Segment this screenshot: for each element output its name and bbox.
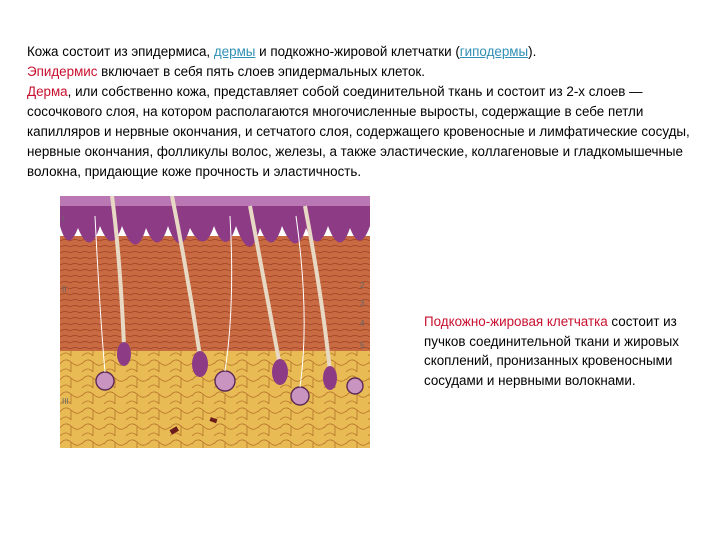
hypodermis-description [424, 312, 694, 390]
dermis-layer [60, 236, 370, 351]
text-p2: включает в себя пять слоев эпидермальных клеток. [97, 64, 426, 79]
text-p1-a: Кожа состоит из эпидермиса, [27, 44, 214, 59]
text-p1-c: ). [528, 44, 537, 59]
svg-text:4: 4 [360, 319, 365, 328]
text-p3: , или собственно кожа, представляет собой соединительной ткань и состоит из 2-х слоев — сосочкового слоя, на котором располагаются многочисленные выросты, содержащие в себе петли капилляров и нервные окончания, и сетчатого слоя, содержащего кровеносные и лимфатические сосуды, нервные окончания, фолликулы волос, железы, а также эластические, коллагеновые и гладкомышечные волокна, придающие коже прочность и эластичность. [27, 84, 690, 179]
skin-structure-illustration [60, 196, 370, 448]
svg-text:2: 2 [360, 281, 365, 290]
intro-paragraph [27, 42, 695, 182]
link-hypodermis[interactable]: гиподермы [459, 44, 529, 59]
term-epidermis: Эпидермис [27, 64, 98, 79]
link-dermis[interactable]: дермы [213, 44, 256, 59]
label-I: I [62, 215, 65, 224]
text-side: состоит из пучков соединительной ткани и жировых скоплений, пронизанных кровеносными сосудами и нервными волокнами. [424, 314, 679, 388]
text-p1-b: и подкожно-жировой клетчатки ( [255, 44, 460, 59]
label-III: III [62, 397, 69, 406]
svg-text:3: 3 [360, 299, 365, 308]
term-dermis: Дерма [27, 84, 68, 99]
label-II: II [62, 285, 67, 294]
svg-text:5: 5 [360, 341, 365, 350]
hypodermis-layer [60, 346, 370, 448]
term-hypodermis: Подкожно-жировая клетчатка [424, 314, 608, 329]
